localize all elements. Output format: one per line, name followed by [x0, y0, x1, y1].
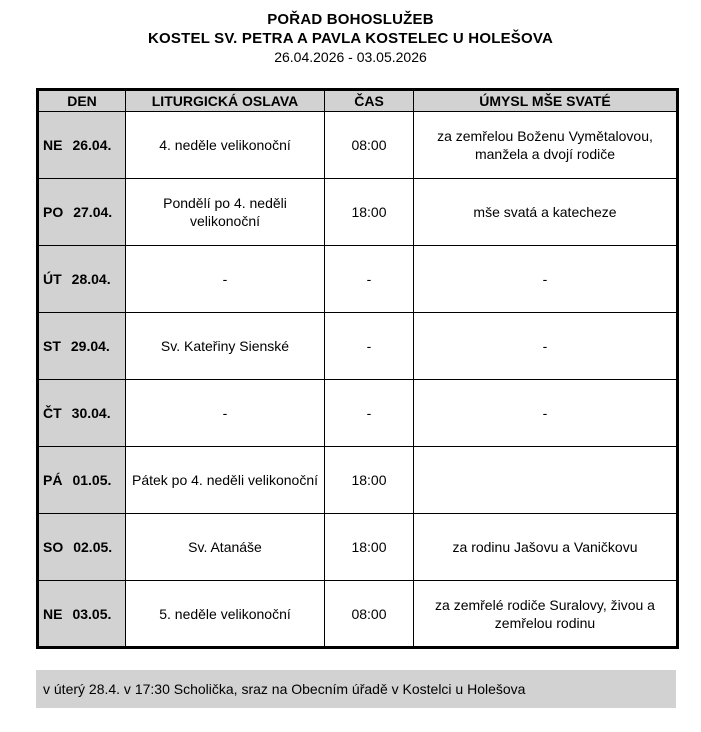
- day-date: 01.05.: [72, 472, 112, 488]
- table-row: [38, 179, 678, 246]
- celebration-cell: Pondělí po 4. neděli velikonoční: [126, 179, 325, 246]
- day-abbrev: ST: [43, 338, 61, 354]
- table-row: [38, 112, 678, 179]
- day-date: 30.04.: [71, 405, 111, 421]
- day-cell: [38, 112, 126, 179]
- intention-cell: za zemřelé rodiče Suralovy, živou a zemřelou rodinu: [414, 581, 678, 648]
- table-row: [38, 514, 678, 581]
- day-cell: [38, 380, 126, 447]
- intention-cell: za zemřelou Boženu Vymětalovou, manžela a dvojí rodiče: [414, 112, 678, 179]
- time-cell: -: [325, 313, 414, 380]
- day-date: 29.04.: [70, 338, 110, 354]
- day-date: 02.05.: [73, 539, 113, 555]
- day-cell: [38, 313, 126, 380]
- celebration-cell: 4. neděle velikonoční: [126, 112, 325, 179]
- time-cell: 18:00: [325, 447, 414, 514]
- table-row: [38, 380, 678, 447]
- day-date: 26.04.: [72, 137, 112, 153]
- announcement-note: v úterý 28.4. v 17:30 Scholička, sraz na Obecním úřadě v Kostelci u Holešova: [36, 670, 676, 708]
- day-cell: [38, 246, 126, 313]
- date-range: 26.04.2026 - 03.05.2026: [274, 49, 427, 65]
- intention-cell: -: [414, 380, 678, 447]
- time-cell: 18:00: [325, 179, 414, 246]
- column-header-cas: ČAS: [325, 90, 414, 112]
- schedule-body: [38, 112, 678, 648]
- column-header-den: DEN: [38, 90, 126, 112]
- table-header: [38, 90, 678, 112]
- table-row: [38, 581, 678, 648]
- column-header-liturgicka-oslava: LITURGICKÁ OSLAVA: [126, 90, 325, 112]
- day-date: 28.04.: [71, 271, 111, 287]
- day-cell: [38, 514, 126, 581]
- table-row: [38, 246, 678, 313]
- celebration-cell: Sv. Atanáše: [126, 514, 325, 581]
- celebration-cell: -: [126, 246, 325, 313]
- day-date: 27.04.: [73, 204, 113, 220]
- day-abbrev: ÚT: [43, 271, 62, 287]
- time-cell: 08:00: [325, 581, 414, 648]
- day-abbrev: PÁ: [43, 472, 63, 488]
- time-cell: -: [325, 380, 414, 447]
- column-header-umysl-mse-svate: ÚMYSL MŠE SVATÉ: [414, 90, 678, 112]
- header-row: [38, 90, 678, 112]
- day-abbrev: ČT: [43, 405, 62, 421]
- day-cell: [38, 447, 126, 514]
- intention-cell: za rodinu Jašovu a Vaničkovu: [414, 514, 678, 581]
- page-title: POŘAD BOHOSLUŽEB: [267, 11, 434, 28]
- celebration-cell: Pátek po 4. neděli velikonoční: [126, 447, 325, 514]
- day-abbrev: NE: [43, 605, 63, 622]
- day-cell: [38, 581, 126, 648]
- intention-cell: -: [414, 313, 678, 380]
- intention-cell: -: [414, 246, 678, 313]
- time-cell: -: [325, 246, 414, 313]
- day-date: 03.05.: [72, 605, 112, 622]
- celebration-cell: 5. neděle velikonoční: [126, 581, 325, 648]
- day-abbrev: NE: [43, 137, 63, 153]
- celebration-cell: Sv. Kateřiny Sienské: [126, 313, 325, 380]
- day-abbrev: PO: [43, 204, 64, 220]
- day-cell: [38, 179, 126, 246]
- intention-cell: [414, 447, 678, 514]
- intention-cell: mše svatá a katecheze: [414, 179, 678, 246]
- table-row: [38, 313, 678, 380]
- document-header: [0, 0, 701, 67]
- table-row: [38, 447, 678, 514]
- day-abbrev: SO: [43, 539, 64, 555]
- celebration-cell: -: [126, 380, 325, 447]
- time-cell: 08:00: [325, 112, 414, 179]
- church-name: KOSTEL SV. PETRA A PAVLA KOSTELEC U HOLEŠOVA: [148, 30, 553, 47]
- schedule-table: [36, 88, 679, 649]
- time-cell: 18:00: [325, 514, 414, 581]
